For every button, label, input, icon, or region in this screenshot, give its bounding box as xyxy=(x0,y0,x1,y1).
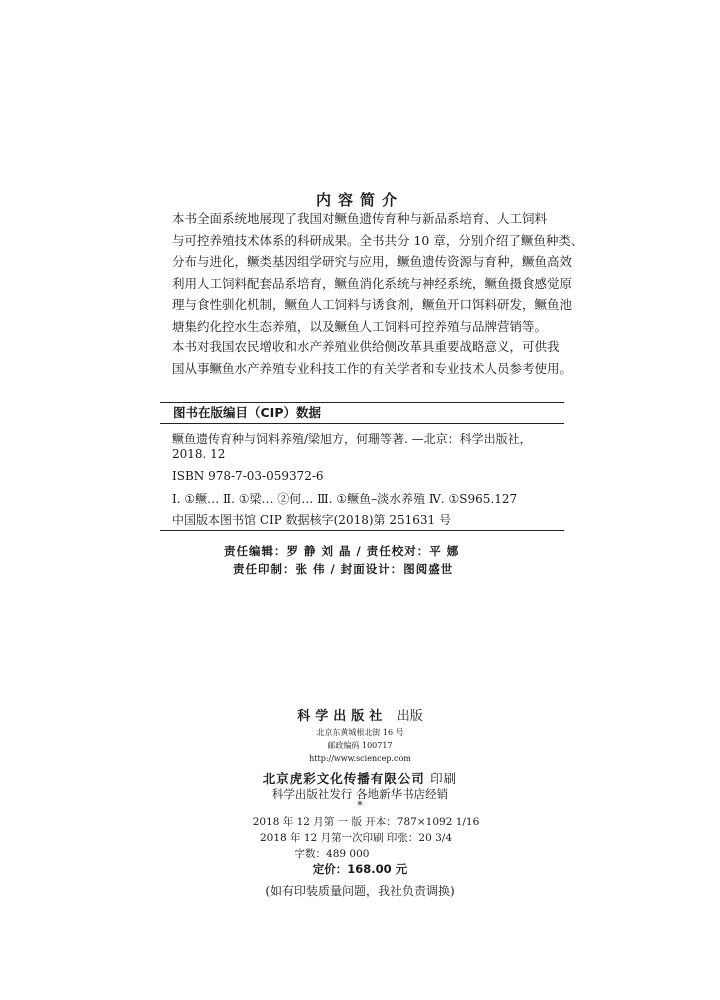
printer-name: 北京虎彩文化传播有限公司 xyxy=(262,771,425,786)
quality-note: (如有印装质量问题，我社负责调换) xyxy=(265,884,455,898)
cip-heading: 图书在版编目（CIP）数据 xyxy=(173,405,321,420)
cip-date-line: 2018. 12 xyxy=(172,447,226,461)
printer-line xyxy=(0,769,720,787)
staff-printing-design: 责任印制：张 伟 / 封面设计：图阅盛世 xyxy=(233,562,454,576)
publisher-url: http://www.sciencep.com xyxy=(309,754,411,763)
intro-line: 利用人工饲料配套品系培育，鳜鱼消化系统与神经系统，鳜鱼摄食感觉原 xyxy=(172,275,573,291)
cip-divider xyxy=(160,423,564,424)
price: 定价：168.00 元 xyxy=(312,862,408,876)
printing-line: 2018 年 12 月第一次印刷 印张：20 3/4 xyxy=(259,832,453,844)
publisher-zip: 邮政编码 100717 xyxy=(327,741,393,750)
cip-data-box xyxy=(160,402,564,531)
staff-editors: 责任编辑：罗 静 刘 晶 / 责任校对：平 娜 xyxy=(224,544,460,558)
intro-paragraph-2 xyxy=(172,336,573,379)
intro-line: 国从事鳜鱼水产养殖专业科技工作的有关学者和专业技术人员参考使用。 xyxy=(172,360,573,376)
cip-isbn: ISBN 978-7-03-059372-6 xyxy=(172,469,324,483)
intro-line: 本书对我国农民增收和水产养殖业供给侧改革具重要战略意义，可供我 xyxy=(172,339,560,354)
intro-line: 分布与进化，鳜类基因组学研究与应用，鳜鱼遗传资源与育种，鳜鱼高效 xyxy=(172,254,573,270)
cip-title-line: 鳜鱼遗传育种与饲料养殖/梁旭方，何珊等著. —北京：科学出版社， xyxy=(172,432,532,446)
printer-suffix: 印刷 xyxy=(430,771,458,786)
intro-line: 本书全面系统地展现了我国对鳜鱼遗传育种与新品系培育、人工饲料 xyxy=(172,211,548,226)
publisher-line xyxy=(0,705,720,724)
separator-star: * xyxy=(357,799,363,812)
intro-line: 理与食性驯化机制，鳜鱼人工饲料与诱食剂，鳜鱼开口饵料研发，鳜鱼池 xyxy=(172,297,573,313)
cip-record-number: 中国版本图书馆 CIP 数据核字(2018)第 251631 号 xyxy=(172,513,451,527)
intro-line: 与可控养殖技术体系的科研成果。全书共分 10 章，分别介绍了鳜鱼种类、 xyxy=(172,232,584,248)
distribution-line: 科学出版社发行 各地新华书店经销 xyxy=(271,787,449,801)
word-count: 字数：489 000 xyxy=(294,848,370,860)
intro-paragraph-1 xyxy=(172,208,584,338)
intro-line: 塘集约化控水生态养殖，以及鳜鱼人工饲料可控养殖与品牌营销等。 xyxy=(172,318,548,334)
publisher-name: 科学出版社 xyxy=(297,709,388,724)
publisher-suffix: 出版 xyxy=(396,709,423,724)
cip-classification: Ⅰ. ①鳜… Ⅱ. ①梁… ②何… Ⅲ. ①鳜鱼–淡水养殖 Ⅳ. ①S965.127 xyxy=(172,492,518,506)
edition-line: 2018 年 12 月第 一 版 开本：787×1092 1/16 xyxy=(252,816,480,828)
intro-title: 内容简介 xyxy=(315,191,404,209)
publisher-address: 北京东黄城根北街 16 号 xyxy=(316,728,404,737)
